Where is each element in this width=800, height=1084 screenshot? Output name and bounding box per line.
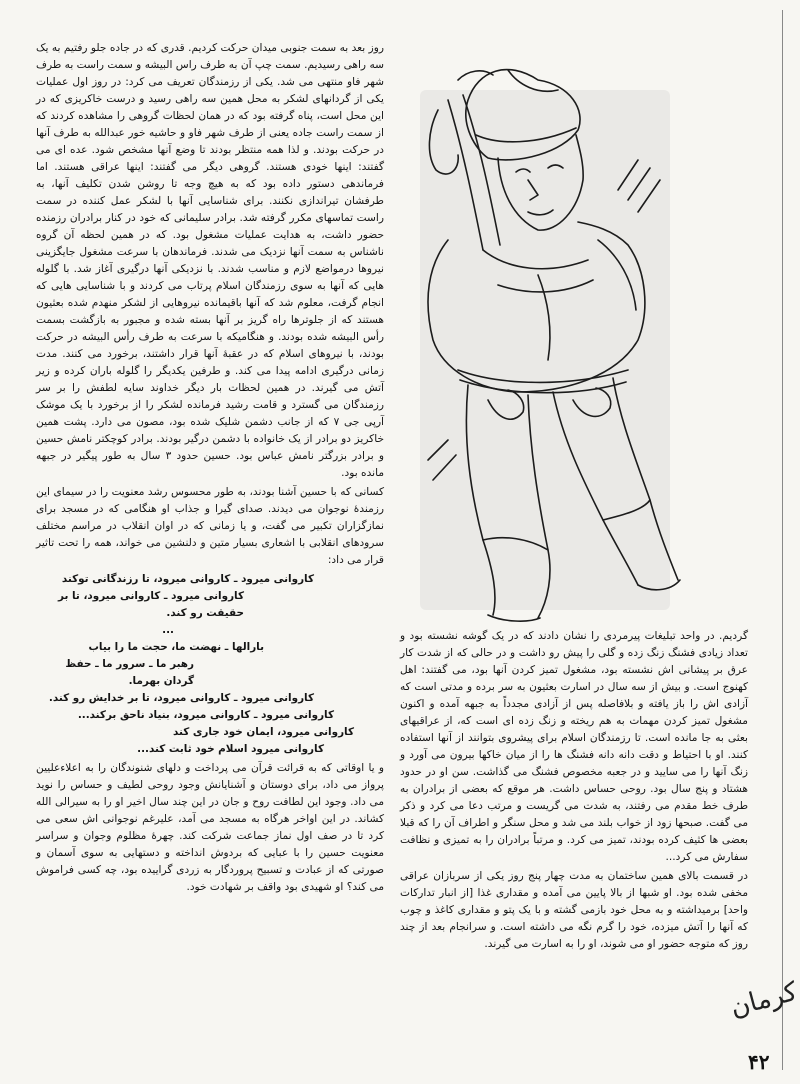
paragraph: کسانی که با حسین آشنا بودند، به طور محسوس رشد معنویت را در سیمای این رزمندهٔ نوجوان می دیدند. صدای گیرا و جذاب او هنگامی که در مسجد برای نمازگزاران تکبیر می گفت، و یا زمانی که در اوان انقلاب در مراسم مختلف سرودهای انقلابی با اشعاری بسیار متین و دلنشین می خواند، همه را تحت تاثیر قرار می داد: [36, 486, 384, 566]
poem-line: کاروانی میرود، ایمان خود جاری کند [172, 726, 354, 738]
article-column-main [36, 40, 384, 898]
magazine-logo: کرمان [727, 976, 800, 1024]
poem-line: کاروانی میرود اسلام خود ثابت کند... [137, 743, 324, 755]
page-edge-rule [782, 10, 783, 1070]
paragraph: روز بعد به سمت جنوبی میدان حرکت کردیم. قدری که در جاده جلو رفتیم به یک سه راهی رسیدیم. سمت چپ آن به طرف راس البیشه و سمت راست به طرف شهر فاو منتهی می شد. یکی از رزمندگان تعریف می کرد: در روز اول عملیات یکی از گردانهای لشکر به محل همین سه راهی رسید و درست خاکریزی که در این محل است، پناه گرفته بود که در همان لحظات گروهی را مشاهده کردند که از سمت راست جاده یعنی از طرف شهر فاو و حاشیه خور عبدالله به طرف آنها در حرکت بودند. و لذا همه منتظر بودند تا وضع آنها مشخص شود. عده ای می گفتند: اینها خودی هستند. گروهی دیگر می گفتند: اینها عراقی هستند. اما فرماندهی دستور داده بود که به هیچ وجه تا روشن شدن تکلیف آنها، به طرفشان تیراندازی نکنند. برای شناسایی آنها با لشکر عمل کننده در سمت راست تماسهای مکرر گرفته شد. برادر سلیمانی که خود در کنار برادران رزمنده حضور داشت، به هدایت عملیات مشغول بود. که در همین لحظه آن گروه ناشناس به سمت آنها نزدیک می شدند. فرماندهان با سرعت مشغول جایگزینی نیروها درمواضع لازم و مناسب شدند. با نزدیکی آنها درگیری آغاز شد. با گلوله هایی که آنها به سوی رزمندگان اسلام پرتاب می کردند و با شناسایی هایی که انجام گرفت، معلوم شد که آنها باقیمانده نیروهایی از لشکر منهدم شده بعثیون هستند که از جلوترها راه گریز بر آنها بسته شده و مجبور به بازگشت بسمت رأس البیشه شده بودند. و هنگامیکه با سرعت به طرف رأس البیشه در حرکت بودند، با نیروهای اسلام که در عقبهٔ آنها قرار داشتند، برخورد می کنند. مدت زمانی درگیری ادامه پیدا می کند. و طرفین یکدیگر را گلوله باران کرده و زیر آتش می گیرند. در همین لحظات بار دیگر خداوند سایه لطفش را بر سر رزمندگان می گسترد و قامت رشید فرمانده لشکر را از برخورد با یک موشک آرپی جی ۷ که از جانب دشمن شلیک شده بود، مصون می دارد. پشت همین خاکریز دو برادر از یک خانواده با دشمن درگیر بودند. برادر کوچکتر نامش حسین و برادر بزرگتر نامش عباس بود. حسین حدود ۳ سال به طور پیگیر در جبهه مانده بود. [36, 42, 384, 479]
poem-line: کاروانی میرود ـ کاروانی میرود، بنیاد ناحق برکند... [77, 709, 334, 721]
poem [36, 571, 384, 758]
poem-line: کاروانی میرود ـ کاروانی میرود، تا بر حقیقت رو کند. [58, 590, 244, 619]
paragraph: در قسمت بالای همین ساختمان به مدت چهار پنج روز یکی از سربازان عراقی مخفی شده بود. او شبها از بالا پایین می آمده و مقداری غذا [از انبار تدارکات واحد] برمیداشته و به محل خود بازمی گشته و با یک پتو و مقداری کاغذ و چوب که آنها را آتش میزده، خود را گرم نگه می داشته است. و سرانجام بعد از چند روز که متوجه حضور او می شوند، او را به اسارت می گیرند. [400, 870, 748, 950]
poem-line: رهبر ما ـ سرور ما ـ حفظ گردان بهرما. [65, 658, 194, 687]
article-column-continued [400, 628, 748, 955]
poem-line: کاروانی میرود ـ کاروانی میرود، تا بر خدایش رو کند. [48, 692, 314, 704]
paragraph: و یا اوقاتی که به قرائت قرآن می پرداخت و دلهای شنوندگان را به اعلاءعلیین پرواز می داد، برای دوستان و آشنایانش وجود روحی لطیف و حساس را نوید می داد. وجود این لطافت روح و جان در این چند سال اخیر او را به سیرالی الله کشاند. در این اواخر هرگاه به مسجد می آمد، علیرغم نوجوانی اش سعی می کرد تا در صف اول نماز جماعت شرکت کند. چهرهٔ مظلوم وجوان و سراسر معنویت حسین را با عبایی که بردوش انداخته و دستهایی به سوی آسمان و صورتی که از عبادت و تسبیح پروردگار به زردی گراییده بود، چه کسی فراموش می کند؟ او شهیدی بود واقف بر شهادت خود. [36, 762, 384, 893]
poem-line: بارالها ـ نهضت ما، حجت ما را بیاب [88, 641, 264, 653]
soldier-line-drawing-icon [388, 40, 700, 630]
poem-line: کاروانی میرود ـ کاروانی میرود، تا رزندگانی توکند [61, 573, 314, 585]
paragraph: گردیم. در واحد تبلیغات پیرمردی را نشان دادند که در یک گوشه نشسته بود و تعداد زیادی فشنگ زنگ زده و گلی را پیش رو داشت و در حالی که از شدت کار عرق بر پیشانی اش نشسته بود، مشغول تمیز کردن آنها بود، می گفتند: اهل کهنوج است. و بیش از سه سال در اسارت بعثیون به سر برده و مدتی است که آزادی اش را باز یافته و بلافاصله پس از آزادی مجدداً به جبهه آمده و اکنون مشغول تمیز کردن مهمات به هم ریخته و زنگ زده ای است که، از عراقیهای بعثی به جا مانده است. تا رزمندگان اسلام برای پیشروی بتوانند از آنها استفاده کنند. او با احتیاط و دقت دانه دانه فشنگ ها را از میان خاکها بیرون می آورد و زنگ آنها را می سایید و در جعبه مخصوص فشنگ می گذاشت. سن او در حدود هشتاد و پنج سال بود. روحی حساس داشت. هر موقع که بعضی از برادران به طرف خط مقدم می رفتند، به شدت می گریست و مرتب دعا می کرد و ذکر می گفت. صبحها زود از خواب بلند می شد و محل سنگر و اطراف آن را که قبلا بعضی ها کثیف کرده بودند، تمیز می کرد. و مرتباً برادران را به تمیزی و نظافت سفارش می کرد... [400, 630, 748, 863]
page-number: ۴۲ [748, 1050, 770, 1074]
poem-line: ... [162, 624, 174, 636]
